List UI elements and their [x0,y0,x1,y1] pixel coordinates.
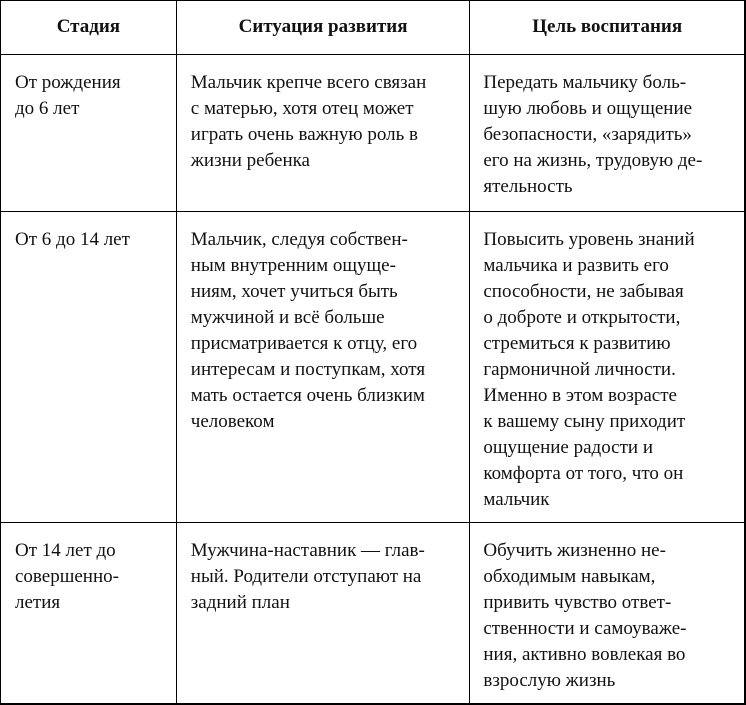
situation-cell: Мальчик крепче всего связан с матерью, хотя отец может играть очень важную роль в жизни ребенка [177,55,471,211]
header-goal: Цель воспитания [532,16,683,37]
situation-cell: Мужчина-наставник — глав- ный. Родители отступают на задний план [177,523,471,704]
table-header-row [1,1,744,55]
goal-cell: Повысить уровень знаний мальчика и развить его способности, не забывая о доброте и открытости, стремиться к развитию гармоничной личности. Именно в этом возрасте к вашему сыну приходит ощущение радости и комфорта от того, что он мальчик [483,229,695,510]
header-situation: Ситуация развития [177,1,471,54]
stage-cell: От 14 лет до совершенно- летия [1,523,177,704]
goal-cell: Передать мальчику боль- шую любовь и ощущение безопасности, «зарядить» его на жизнь, трудовую де- ятельность [483,72,703,197]
table-row [1,212,744,523]
stage-cell: От рождения до 6 лет [1,55,177,211]
stage-cell: От 6 до 14 лет [1,212,177,522]
table-row [1,55,744,212]
situation-cell: Мальчик, следуя собствен- ным внутренним ощуще- ниям, хочет учиться быть мужчиной и всё больше присматривается к отцу, его интересам и поступкам, хотя мать остается очень близким человеком [177,212,471,522]
goal-cell: Обучить жизненно не- обходимым навыкам, привить чувство ответ- ственности и самоуваже- ния, активно вовлекая во взрослую жизнь [483,540,687,691]
table-row [1,523,744,704]
header-stage: Стадия [1,1,177,54]
